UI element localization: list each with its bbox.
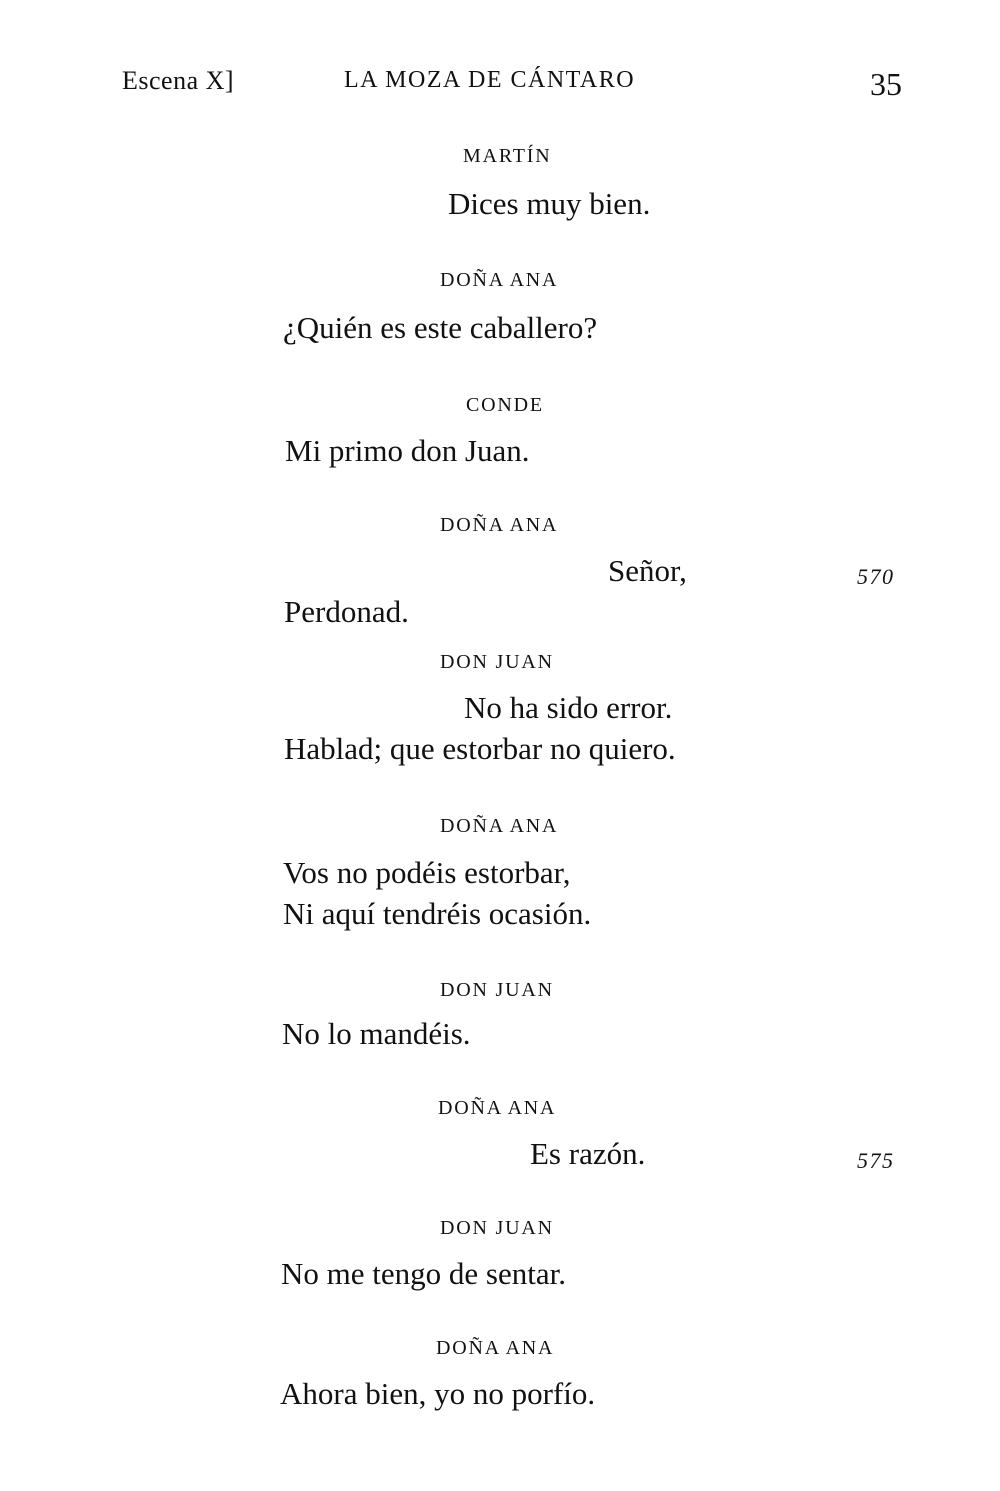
verse-line: Dices muy bien.: [448, 186, 651, 221]
verse-line: No lo mandéis.: [282, 1016, 471, 1051]
running-head-title: LA MOZA DE CÁNTARO: [344, 67, 636, 93]
speaker-name: DOÑA ANA: [440, 269, 559, 291]
verse-line: Vos no podéis estorbar,: [283, 855, 571, 890]
speaker-name: DON JUAN: [440, 979, 554, 1001]
verse-line: Perdonad.: [284, 594, 409, 629]
speaker-name: DON JUAN: [440, 1217, 554, 1239]
speaker-name: DOÑA ANA: [440, 815, 559, 837]
verse-line: Hablad; que estorbar no quiero.: [284, 731, 676, 766]
speaker-name: MARTÍN: [463, 145, 552, 167]
page-number: 35: [870, 66, 902, 102]
verse-line: No ha sido error.: [464, 690, 673, 725]
verse-line: No me tengo de sentar.: [281, 1256, 566, 1291]
verse-line: Ahora bien, yo no porfío.: [280, 1376, 596, 1411]
verse-line: Señor,: [608, 553, 687, 588]
line-number: 575: [857, 1148, 895, 1173]
speaker-name: CONDE: [466, 394, 544, 416]
running-head-scene: Escena X]: [122, 66, 235, 95]
verse-line: Mi primo don Juan.: [285, 433, 530, 468]
line-number: 570: [857, 564, 895, 589]
verse-line: ¿Quién es este caballero?: [283, 310, 598, 345]
speaker-name: DOÑA ANA: [436, 1337, 555, 1359]
verse-line: Es razón.: [530, 1136, 646, 1171]
speaker-name: DOÑA ANA: [440, 514, 559, 536]
verse-line: Ni aquí tendréis ocasión.: [283, 896, 592, 931]
speaker-name: DOÑA ANA: [438, 1097, 557, 1119]
speaker-name: DON JUAN: [440, 651, 554, 673]
